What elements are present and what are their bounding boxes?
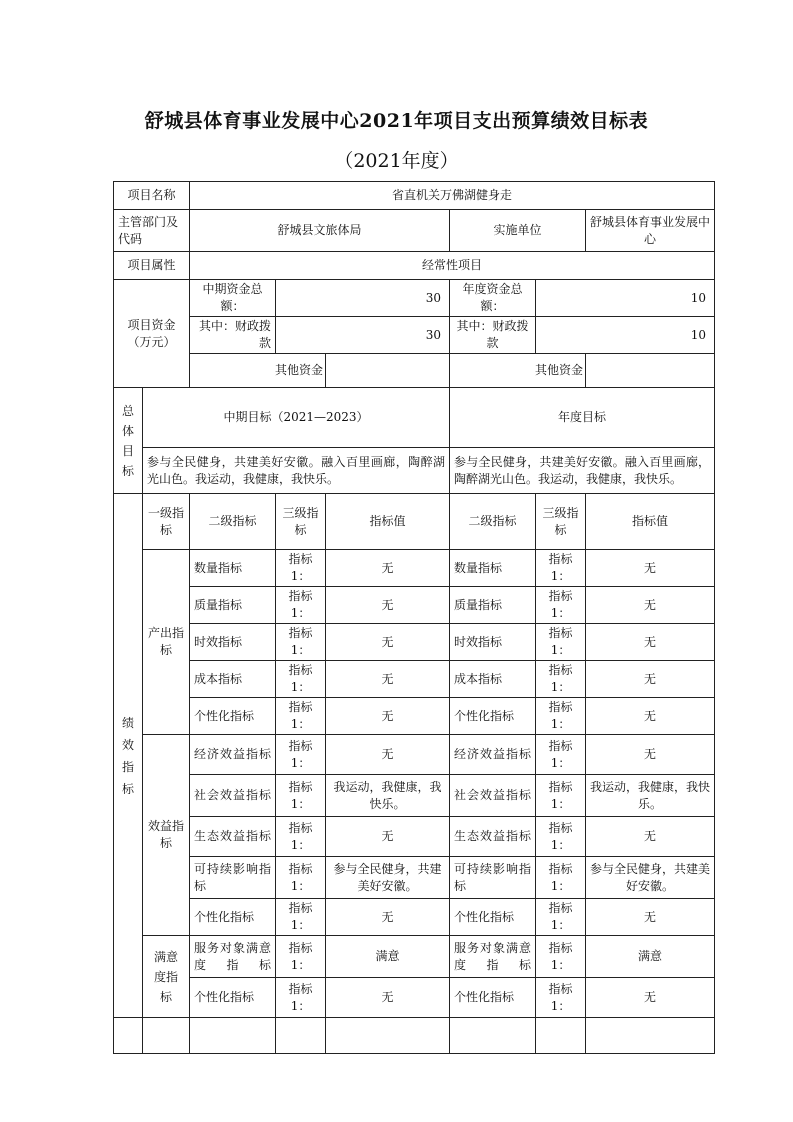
empty-cell bbox=[276, 1018, 326, 1054]
year-level2: 个性化指标 bbox=[450, 899, 536, 936]
year-level2: 质量指标 bbox=[450, 587, 536, 624]
mid-level2: 经济效益指标 bbox=[190, 735, 276, 775]
perf-label bbox=[114, 494, 143, 1018]
mid-value: 无 bbox=[326, 899, 450, 936]
year-value: 无 bbox=[586, 698, 715, 735]
mid-level2: 个性化指标 bbox=[190, 698, 276, 735]
dept-label: 主管部门及代码 bbox=[114, 210, 190, 252]
indicator-row bbox=[114, 775, 715, 817]
year-level2: 生态效益指标 bbox=[450, 817, 536, 857]
mid-value: 无 bbox=[326, 624, 450, 661]
mid-value: 无 bbox=[326, 698, 450, 735]
mid-value: 无 bbox=[326, 661, 450, 698]
overall-goal-text: 总体目标 bbox=[121, 403, 134, 478]
year-goal-header: 年度目标 bbox=[450, 388, 715, 448]
indicator-row bbox=[114, 817, 715, 857]
mid-fiscal-label: 其中：财政拨款 bbox=[190, 317, 276, 354]
mid-value: 无 bbox=[326, 587, 450, 624]
perf-label-text: 绩效指标 bbox=[121, 715, 134, 796]
impl-value: 舒城县体育事业发展中心 bbox=[586, 210, 715, 252]
year-value: 无 bbox=[586, 661, 715, 698]
mid-level3: 指标1： bbox=[276, 587, 326, 624]
indicator-row bbox=[114, 735, 715, 775]
year-level3: 指标1： bbox=[536, 698, 586, 735]
page-subtitle: （2021年度） bbox=[334, 150, 459, 172]
header-level2-year: 二级指标 bbox=[450, 494, 536, 550]
year-value: 满意 bbox=[586, 936, 715, 978]
mid-level3: 指标1： bbox=[276, 857, 326, 899]
year-level3: 指标1： bbox=[536, 899, 586, 936]
year-value: 无 bbox=[586, 735, 715, 775]
indicator-row bbox=[114, 899, 715, 936]
year-level3: 指标1： bbox=[536, 936, 586, 978]
empty-cell bbox=[114, 1018, 143, 1054]
year-value: 无 bbox=[586, 624, 715, 661]
header-level3-mid: 三级指标 bbox=[276, 494, 326, 550]
fund-label: 项目资金（万元） bbox=[114, 280, 190, 388]
mid-level3: 指标1： bbox=[276, 550, 326, 587]
header-level2-mid: 二级指标 bbox=[190, 494, 276, 550]
mid-total-label: 中期资金总额： bbox=[190, 280, 276, 317]
mid-level2: 个性化指标 bbox=[190, 899, 276, 936]
year-level2: 时效指标 bbox=[450, 624, 536, 661]
mid-fiscal-value: 30 bbox=[276, 317, 450, 354]
year-other-label: 其他资金 bbox=[450, 354, 586, 388]
overall-goal-label bbox=[114, 388, 143, 494]
mid-level2: 时效指标 bbox=[190, 624, 276, 661]
mid-value: 参与全民健身，共建美好安徽。 bbox=[326, 857, 450, 899]
mid-level2: 成本指标 bbox=[190, 661, 276, 698]
indicator-row bbox=[114, 624, 715, 661]
empty-cell bbox=[586, 1018, 715, 1054]
mid-level3: 指标1： bbox=[276, 817, 326, 857]
year-total-value: 10 bbox=[536, 280, 715, 317]
year-value: 我运动，我健康，我快乐。 bbox=[586, 775, 715, 817]
mid-level2: 数量指标 bbox=[190, 550, 276, 587]
mid-level3: 指标1： bbox=[276, 775, 326, 817]
header-level1: 一级指标 bbox=[143, 494, 190, 550]
mid-total-value: 30 bbox=[276, 280, 450, 317]
header-value-mid: 指标值 bbox=[326, 494, 450, 550]
year-level3: 指标1： bbox=[536, 978, 586, 1018]
attr-value: 经常性项目 bbox=[190, 252, 715, 280]
mid-level3: 指标1： bbox=[276, 624, 326, 661]
mid-goal-header: 中期目标（2021—2023） bbox=[143, 388, 450, 448]
year-fiscal-label: 其中：财政拨款 bbox=[450, 317, 536, 354]
year-level3: 指标1： bbox=[536, 661, 586, 698]
year-value: 无 bbox=[586, 550, 715, 587]
indicator-row bbox=[114, 857, 715, 899]
year-level2: 个性化指标 bbox=[450, 978, 536, 1018]
year-value: 无 bbox=[586, 817, 715, 857]
mid-value: 无 bbox=[326, 735, 450, 775]
mid-level3: 指标1： bbox=[276, 978, 326, 1018]
mid-value: 我运动，我健康，我快乐。 bbox=[326, 775, 450, 817]
indicator-row bbox=[114, 661, 715, 698]
mid-level2: 可持续影响指标 bbox=[190, 857, 276, 899]
empty-cell bbox=[326, 1018, 450, 1054]
indicator-row bbox=[114, 698, 715, 735]
year-total-label: 年度资金总额： bbox=[450, 280, 536, 317]
year-level2: 成本指标 bbox=[450, 661, 536, 698]
attr-label: 项目属性 bbox=[114, 252, 190, 280]
header-value-year: 指标值 bbox=[586, 494, 715, 550]
year-level2: 可持续影响指标 bbox=[450, 857, 536, 899]
year-value: 无 bbox=[586, 978, 715, 1018]
project-name-value: 省直机关万佛湖健身走 bbox=[190, 182, 715, 210]
year-other-value bbox=[586, 354, 715, 388]
empty-cell bbox=[143, 1018, 190, 1054]
group-benefit: 效益指标 bbox=[143, 735, 190, 936]
mid-other-label: 其他资金 bbox=[190, 354, 326, 388]
year-level3: 指标1： bbox=[536, 817, 586, 857]
group-satisfaction: 满意度指标 bbox=[143, 936, 190, 1018]
empty-cell bbox=[190, 1018, 276, 1054]
dept-value: 舒城县文旅体局 bbox=[190, 210, 450, 252]
empty-row bbox=[114, 1018, 715, 1054]
year-level3: 指标1： bbox=[536, 775, 586, 817]
mid-level2: 生态效益指标 bbox=[190, 817, 276, 857]
empty-cell bbox=[536, 1018, 586, 1054]
mid-value: 无 bbox=[326, 550, 450, 587]
year-value: 无 bbox=[586, 587, 715, 624]
year-goal-text: 参与全民健身，共建美好安徽。融入百里画廊，陶醉湖光山色。我运动，我健康，我快乐。 bbox=[450, 448, 715, 494]
year-level2: 社会效益指标 bbox=[450, 775, 536, 817]
year-fiscal-value: 10 bbox=[536, 317, 715, 354]
mid-other-value bbox=[326, 354, 450, 388]
year-level2: 数量指标 bbox=[450, 550, 536, 587]
year-level2: 服务对象满意度指标 bbox=[450, 936, 536, 978]
year-value: 参与全民健身，共建美好安徽。 bbox=[586, 857, 715, 899]
indicator-row bbox=[114, 936, 715, 978]
indicator-row bbox=[114, 587, 715, 624]
mid-value: 无 bbox=[326, 978, 450, 1018]
mid-level2: 社会效益指标 bbox=[190, 775, 276, 817]
mid-level2: 质量指标 bbox=[190, 587, 276, 624]
year-level3: 指标1： bbox=[536, 550, 586, 587]
year-value: 无 bbox=[586, 899, 715, 936]
page-title: 舒城县体育事业发展中心2021年项目支出预算绩效目标表 bbox=[144, 110, 649, 132]
group-output: 产出指标 bbox=[143, 550, 190, 735]
mid-level2: 服务对象满意度指标 bbox=[190, 936, 276, 978]
indicator-row bbox=[114, 550, 715, 587]
year-level3: 指标1： bbox=[536, 857, 586, 899]
year-level2: 个性化指标 bbox=[450, 698, 536, 735]
mid-level3: 指标1： bbox=[276, 698, 326, 735]
mid-value: 无 bbox=[326, 817, 450, 857]
mid-level3: 指标1： bbox=[276, 899, 326, 936]
mid-value: 满意 bbox=[326, 936, 450, 978]
project-name-label: 项目名称 bbox=[114, 182, 190, 210]
performance-table bbox=[113, 181, 715, 1054]
empty-cell bbox=[450, 1018, 536, 1054]
mid-goal-text: 参与全民健身，共建美好安徽。融入百里画廊，陶醉湖光山色。我运动，我健康，我快乐。 bbox=[143, 448, 450, 494]
mid-level3: 指标1： bbox=[276, 735, 326, 775]
year-level2: 经济效益指标 bbox=[450, 735, 536, 775]
impl-label: 实施单位 bbox=[450, 210, 586, 252]
mid-level3: 指标1： bbox=[276, 936, 326, 978]
year-level3: 指标1： bbox=[536, 735, 586, 775]
mid-level2: 个性化指标 bbox=[190, 978, 276, 1018]
mid-level3: 指标1： bbox=[276, 661, 326, 698]
year-level3: 指标1： bbox=[536, 587, 586, 624]
year-level3: 指标1： bbox=[536, 624, 586, 661]
header-level3-year: 三级指标 bbox=[536, 494, 586, 550]
indicator-row bbox=[114, 978, 715, 1018]
